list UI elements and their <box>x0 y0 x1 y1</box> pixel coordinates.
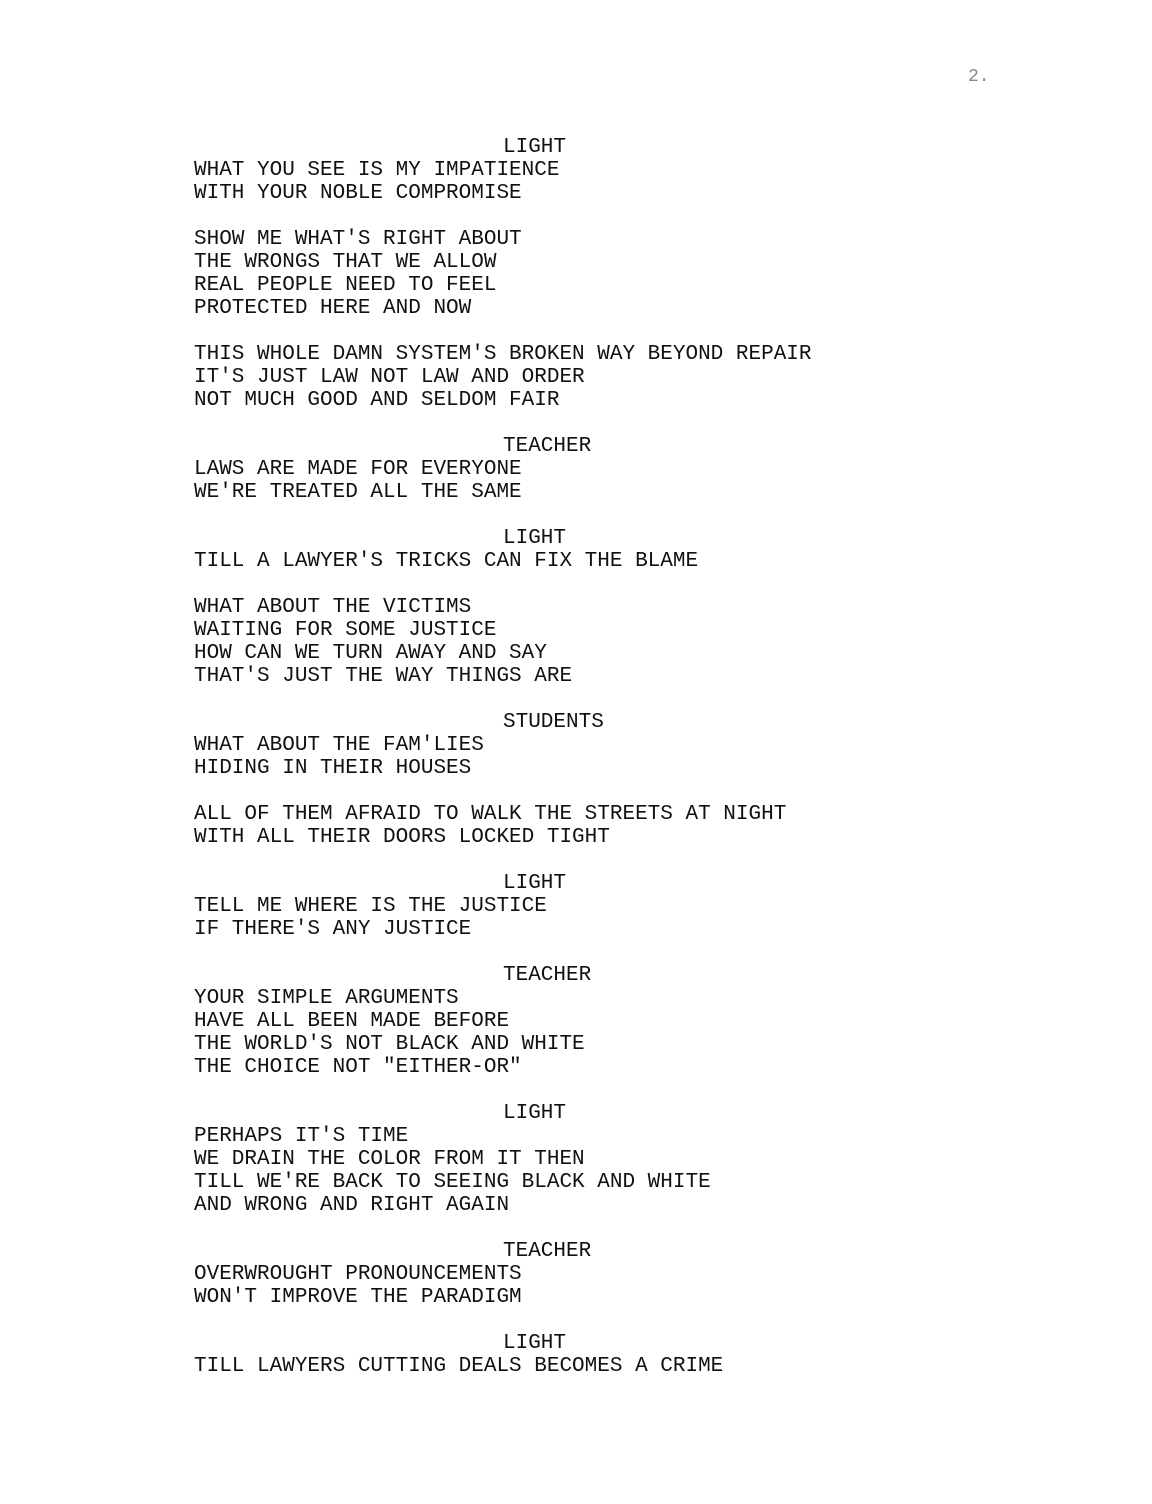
lyric-block <box>194 872 994 941</box>
character-name: LIGHT <box>503 136 567 159</box>
lyric-block <box>194 1240 994 1309</box>
lyric-line: THE WRONGS THAT WE ALLOW <box>194 251 497 274</box>
lyric-line: WHAT YOU SEE IS MY IMPATIENCE <box>194 159 560 182</box>
script-body <box>194 136 994 1401</box>
lyric-line: REAL PEOPLE NEED TO FEEL <box>194 274 497 297</box>
lyric-line: PERHAPS IT'S TIME <box>194 1125 409 1148</box>
character-name: TEACHER <box>503 964 592 987</box>
character-name: TEACHER <box>503 1240 592 1263</box>
lyric-line: WE DRAIN THE COLOR FROM IT THEN <box>194 1148 585 1171</box>
lyric-line: LAWS ARE MADE FOR EVERYONE <box>194 458 522 481</box>
lyric-line: WITH YOUR NOBLE COMPROMISE <box>194 182 522 205</box>
character-name: LIGHT <box>503 1102 567 1125</box>
lyric-line: NOT MUCH GOOD AND SELDOM FAIR <box>194 389 560 412</box>
lyric-line: THAT'S JUST THE WAY THINGS ARE <box>194 665 573 688</box>
character-name: TEACHER <box>503 435 592 458</box>
lyric-block <box>194 596 994 688</box>
lyric-line: TELL ME WHERE IS THE JUSTICE <box>194 895 547 918</box>
lyric-block <box>194 1102 994 1217</box>
lyric-line: IF THERE'S ANY JUSTICE <box>194 918 472 941</box>
character-name: LIGHT <box>503 872 567 895</box>
lyric-line: WHAT ABOUT THE FAM'LIES <box>194 734 484 757</box>
lyric-block <box>194 343 994 412</box>
lyric-block <box>194 803 994 849</box>
character-name: LIGHT <box>503 1332 567 1355</box>
lyric-line: PROTECTED HERE AND NOW <box>194 297 472 320</box>
lyric-line: SHOW ME WHAT'S RIGHT ABOUT <box>194 228 522 251</box>
lyric-line: IT'S JUST LAW NOT LAW AND ORDER <box>194 366 585 389</box>
character-name: LIGHT <box>503 527 567 550</box>
lyric-block <box>194 228 994 320</box>
lyric-block <box>194 527 994 573</box>
lyric-line: YOUR SIMPLE ARGUMENTS <box>194 987 459 1010</box>
lyric-line: WAITING FOR SOME JUSTICE <box>194 619 497 642</box>
lyric-line: WE'RE TREATED ALL THE SAME <box>194 481 522 504</box>
lyric-line: WHAT ABOUT THE VICTIMS <box>194 596 472 619</box>
lyric-line: TILL LAWYERS CUTTING DEALS BECOMES A CRIME <box>194 1355 724 1378</box>
character-name: STUDENTS <box>503 711 604 734</box>
lyric-line: HIDING IN THEIR HOUSES <box>194 757 472 780</box>
lyric-line: TILL A LAWYER'S TRICKS CAN FIX THE BLAME <box>194 550 699 573</box>
lyric-block <box>194 136 994 205</box>
lyric-line: THE WORLD'S NOT BLACK AND WHITE <box>194 1033 585 1056</box>
lyric-block <box>194 964 994 1079</box>
lyric-line: WON'T IMPROVE THE PARADIGM <box>194 1286 522 1309</box>
lyric-block <box>194 711 994 780</box>
lyric-line: OVERWROUGHT PRONOUNCEMENTS <box>194 1263 522 1286</box>
lyric-line: WITH ALL THEIR DOORS LOCKED TIGHT <box>194 826 610 849</box>
lyric-line: TILL WE'RE BACK TO SEEING BLACK AND WHITE <box>194 1171 711 1194</box>
lyric-block <box>194 435 994 504</box>
lyric-line: AND WRONG AND RIGHT AGAIN <box>194 1194 510 1217</box>
lyric-line: THE CHOICE NOT "EITHER-OR" <box>194 1056 522 1079</box>
lyric-line: ALL OF THEM AFRAID TO WALK THE STREETS AT NIGHT <box>194 803 787 826</box>
lyric-line: HOW CAN WE TURN AWAY AND SAY <box>194 642 547 665</box>
lyric-line: HAVE ALL BEEN MADE BEFORE <box>194 1010 510 1033</box>
lyric-block <box>194 1332 994 1378</box>
page-number: 2. <box>968 67 990 87</box>
lyric-line: THIS WHOLE DAMN SYSTEM'S BROKEN WAY BEYOND REPAIR <box>194 343 812 366</box>
